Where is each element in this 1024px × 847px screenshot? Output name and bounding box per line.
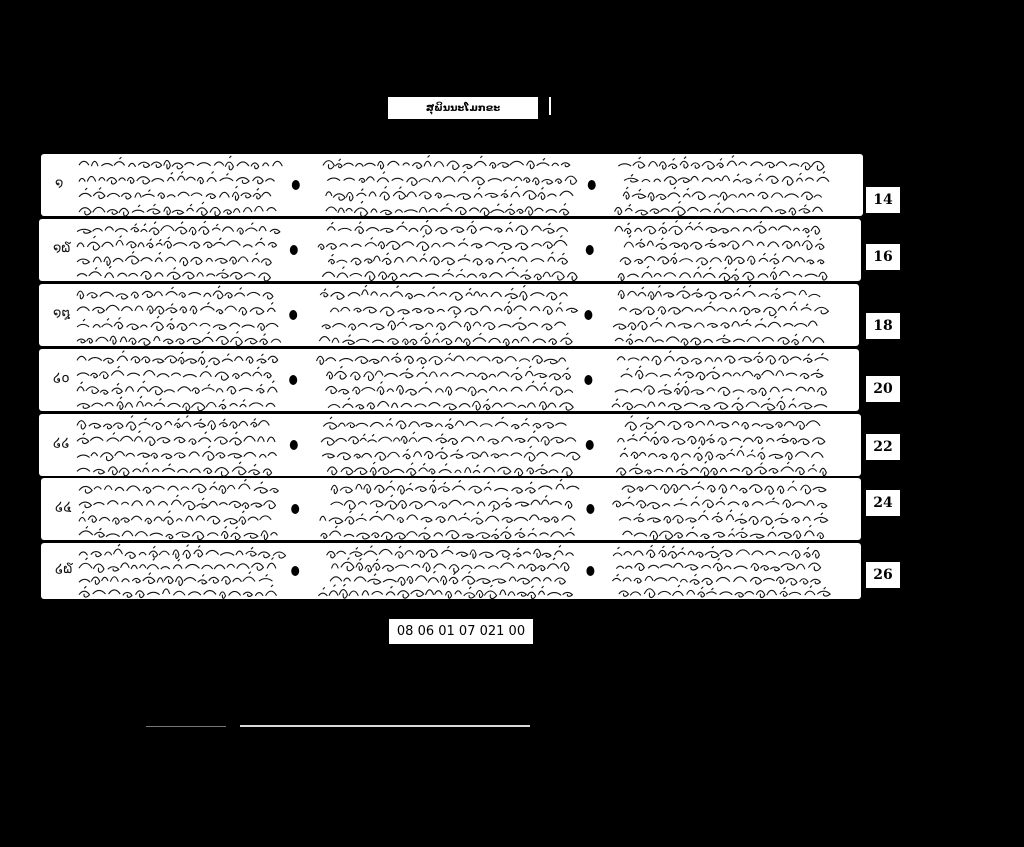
script-line [77, 285, 820, 300]
leaf-marginal-mark: ໒໔ [55, 500, 72, 515]
script-line [79, 171, 829, 185]
binding-hole [291, 566, 299, 576]
script-line [79, 201, 823, 216]
leaf-marginal-mark: ໑ [55, 176, 64, 191]
page-number-label: 22 [866, 434, 900, 460]
script-line [77, 251, 824, 265]
binding-hole [584, 375, 592, 385]
binding-hole [586, 245, 594, 255]
script-line [77, 316, 817, 331]
script-line [77, 220, 820, 235]
leaf-script-lines [39, 284, 859, 346]
script-line [79, 544, 819, 558]
leaf-marginal-mark: ໒໖ [55, 562, 73, 577]
palm-leaf-7 [41, 543, 861, 599]
palm-leaf-2 [39, 219, 861, 281]
script-line [79, 495, 827, 510]
leaf-marginal-mark: ໒໒ [53, 436, 70, 451]
page-number-label: 16 [866, 244, 900, 270]
script-line [79, 571, 820, 585]
script-line [79, 186, 822, 201]
binding-hole [586, 504, 594, 514]
palm-leaf-3 [39, 284, 859, 346]
script-line [77, 461, 826, 476]
script-line [77, 416, 820, 431]
script-line [77, 266, 827, 281]
palm-leaf-1 [41, 154, 863, 216]
page-number-label: 24 [866, 490, 900, 516]
page-number-label: 20 [866, 376, 900, 402]
script-line [77, 446, 823, 461]
palm-leaf-4 [39, 349, 859, 411]
leaf-marginal-mark: ໑໘ [53, 306, 71, 321]
leaf-marginal-mark: ໑໖ [53, 241, 71, 256]
script-line [77, 351, 828, 365]
binding-hole [290, 245, 298, 255]
leaf-marginal-mark: ໒໐ [53, 371, 70, 386]
leaf-script-lines [41, 543, 861, 599]
leaf-script-lines [41, 478, 861, 540]
leaf-script-lines [39, 349, 859, 411]
script-line [77, 235, 824, 250]
bottom-rule-left [146, 726, 226, 727]
script-line [79, 558, 821, 573]
script-line [77, 431, 825, 446]
page-number-label: 26 [866, 562, 900, 588]
script-line [79, 525, 824, 540]
bottom-rule [240, 725, 530, 727]
leaf-script-lines [39, 219, 861, 281]
binding-hole [289, 310, 297, 320]
binding-hole [289, 375, 297, 385]
script-line [77, 381, 827, 396]
script-line [77, 366, 823, 381]
page-number-label: 14 [866, 187, 900, 213]
manuscript-title-label: ສຸພິນນະໂມກຂະ [388, 97, 538, 119]
binding-hole [588, 180, 596, 190]
page-number-label: 18 [866, 313, 900, 339]
title-tick-mark [549, 97, 551, 115]
binding-hole [586, 566, 594, 576]
script-line [79, 479, 826, 494]
binding-hole [291, 504, 299, 514]
script-line [77, 331, 824, 345]
binding-hole [292, 180, 300, 190]
leaf-script-lines [41, 154, 863, 216]
script-line [77, 396, 827, 411]
binding-hole [290, 440, 298, 450]
archive-id-tick-mark [527, 627, 533, 629]
binding-hole [584, 310, 592, 320]
palm-leaf-6 [41, 478, 861, 540]
palm-leaf-5 [39, 414, 861, 476]
script-line [79, 584, 830, 598]
leaf-script-lines [39, 414, 861, 476]
script-line [77, 301, 828, 315]
binding-hole [586, 440, 594, 450]
script-line [79, 155, 824, 170]
script-line [79, 510, 828, 525]
archive-id-label: 08 06 01 07 021 00 [389, 619, 533, 644]
